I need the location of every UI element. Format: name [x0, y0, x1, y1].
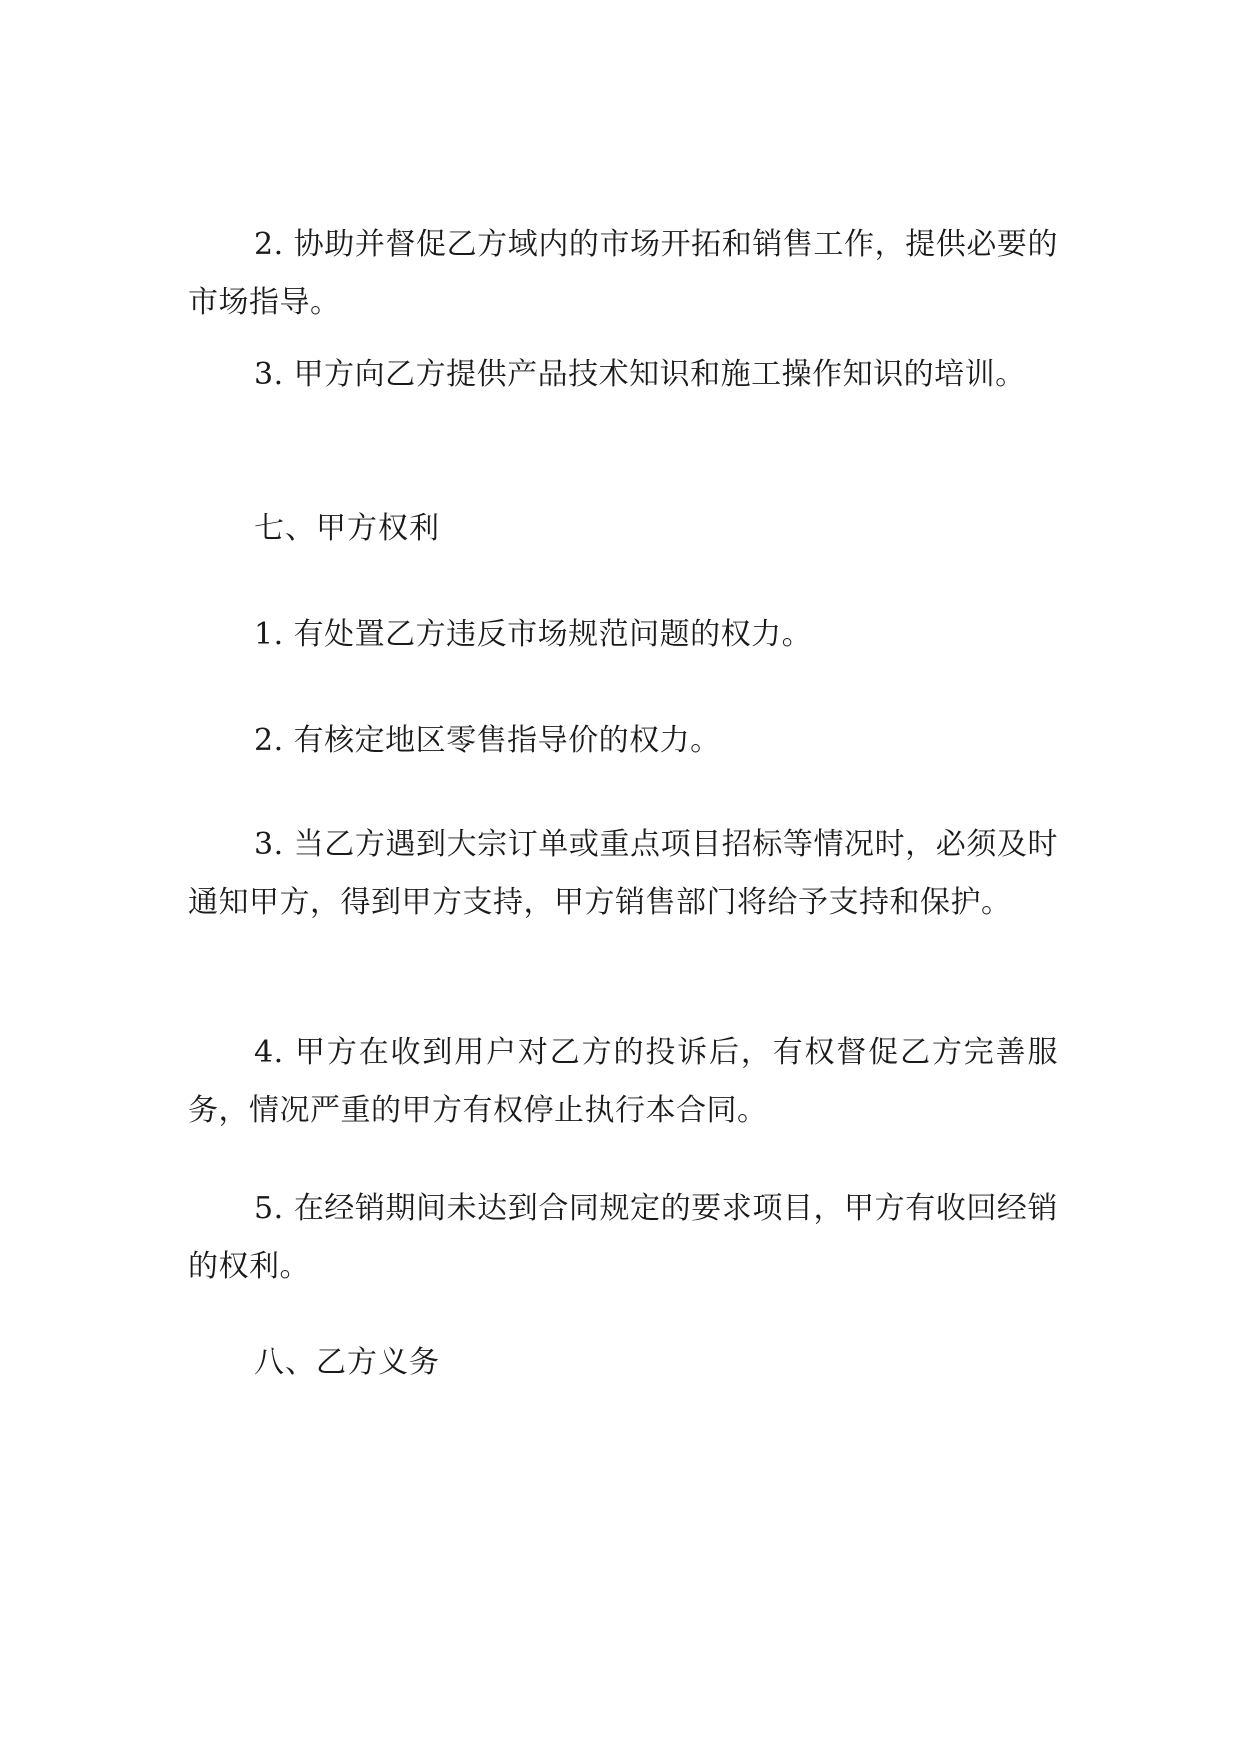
paragraph-right-5: 5. 在经销期间未达到合同规定的要求项目，甲方有收回经销的权利。: [188, 1191, 1058, 1284]
paragraph-obligation-3: 3. 甲方向乙方提供产品技术知识和施工操作知识的培训。: [254, 357, 1026, 392]
paragraph-right-2: 2. 有核定地区零售指导价的权力。: [254, 723, 721, 758]
paragraph-obligation-2: 2. 协助并督促乙方域内的市场开拓和销售工作，提供必要的市场指导。: [188, 227, 1058, 320]
paragraph-right-1: 1. 有处置乙方违反市场规范问题的权力。: [254, 617, 813, 652]
section-heading-party-a-rights: 七、甲方权利: [254, 511, 440, 546]
section-heading-party-b-obligations: 八、乙方义务: [254, 1345, 440, 1380]
paragraph-right-4: 4. 甲方在收到用户对乙方的投诉后，有权督促乙方完善服务，情况严重的甲方有权停止执行本合同。: [188, 1035, 1058, 1128]
paragraph-right-3: 3. 当乙方遇到大宗订单或重点项目招标等情况时，必须及时通知甲方，得到甲方支持，甲方销售部门将给予支持和保护。: [188, 827, 1058, 920]
